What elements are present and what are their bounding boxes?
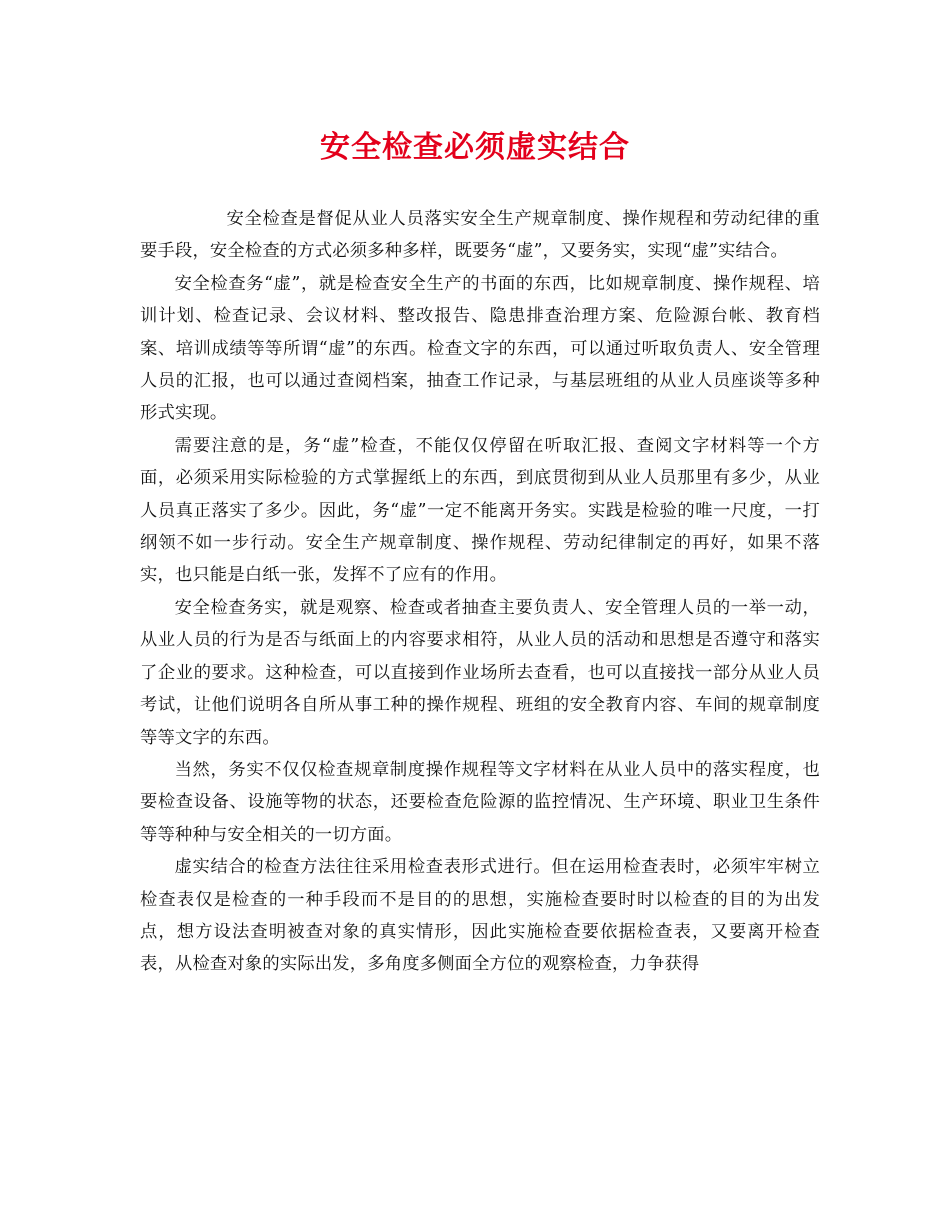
paragraph-4: 安全检查务实，就是观察、检查或者抽查主要负责人、安全管理人员的一举一动，从业人员的行为是否与纸面上的内容要求相符，从业人员的活动和思想是否遵守和落实了企业的要求。这种检查，可以直接到作业场所去查看，也可以直接找一部分从业人员考试，让他们说明各自所从事工种的操作规程、班组的安全教育内容、车间的规章制度等等文字的东西。: [140, 597, 820, 748]
paragraph-3: 需要注意的是，务“虚”检查，不能仅仅停留在听取汇报、查阅文字材料等一个方面，必须采用实际检验的方式掌握纸上的东西，到底贯彻到从业人员那里有多少，从业人员真正落实了多少。因此，务“虚”一定不能离开务实。实践是检验的唯一尺度，一打纲领不如一步行动。安全生产规章制度、操作规程、劳动纪律制定的再好，如果不落实，也只能是白纸一张，发挥不了应有的作用。: [140, 435, 820, 586]
document-body: [140, 203, 820, 981]
paragraph-5: 当然，务实不仅仅检查规章制度操作规程等文字材料在从业人员中的落实程度，也要检查设备、设施等物的状态，还要检查危险源的监控情况、生产环境、职业卫生条件等等种种与安全相关的一切方面。: [140, 759, 820, 845]
paragraph-1: 安全检查是督促从业人员落实安全生产规章制度、操作规程和劳动纪律的重要手段，安全检查的方式必须多种多样，既要务“虚”，又要务实，实现“虚”实结合。: [140, 209, 820, 262]
paragraph-6: 虚实结合的检查方法往往采用检查表形式进行。但在运用检查表时，必须牢牢树立检查表仅是检查的一种手段而不是目的的思想，实施检查要时时以检查的目的为出发点，想方设法查明被查对象的真实情形，因此实施检查要依据检查表，又要离开检查表，从检查对象的实际出发，多角度多侧面全方位的观察检查，力争获得: [140, 857, 820, 975]
paragraph-2: 安全检查务“虚”，就是检查安全生产的书面的东西，比如规章制度、操作规程、培训计划、检查记录、会议材料、整改报告、隐患排查治理方案、危险源台帐、教育档案、培训成绩等等所谓“虚”的东西。检查文字的东西，可以通过听取负责人、安全管理人员的汇报，也可以通过查阅档案，抽查工作记录，与基层班组的从业人员座谈等多种形式实现。: [140, 273, 820, 424]
document-title: 安全检查必须虚实结合: [320, 130, 630, 165]
